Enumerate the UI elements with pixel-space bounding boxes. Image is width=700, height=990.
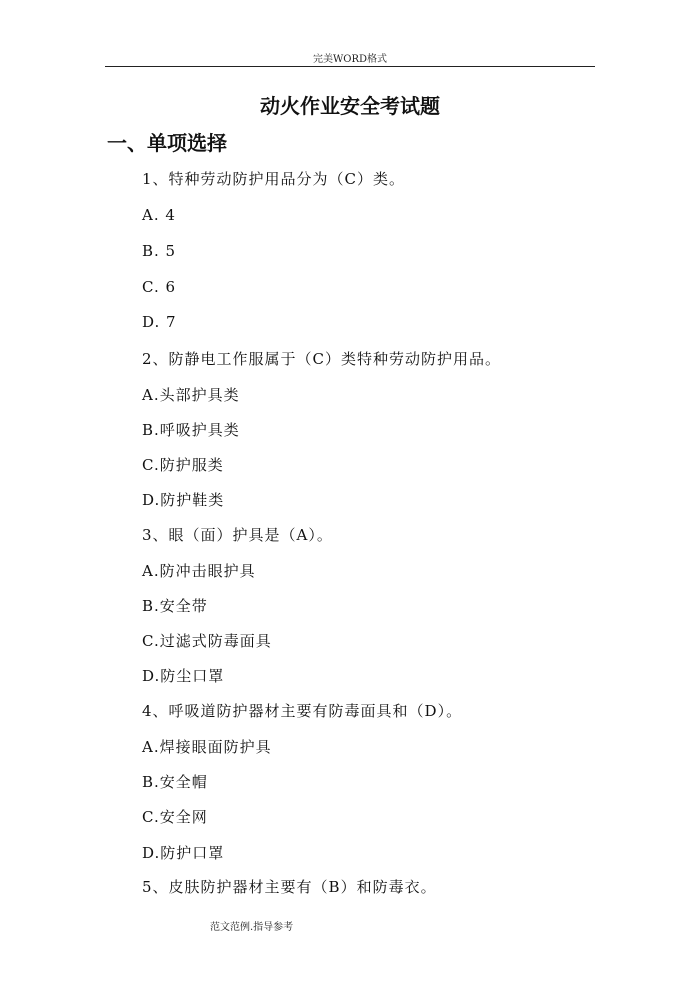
- page-footer: 范文范例.指导参考: [210, 922, 294, 933]
- q3-option-d: D.防尘口罩: [142, 667, 225, 685]
- question-5: 5、皮肤防护器材主要有（B）和防毒衣。: [142, 878, 437, 896]
- q4-option-a: A.焊接眼面防护具: [142, 738, 272, 756]
- q1-option-c: C. 6: [142, 278, 177, 296]
- page-header: 完美WORD格式: [312, 54, 388, 65]
- q3-option-c: C.过滤式防毒面具: [142, 632, 272, 650]
- q4-option-b: B.安全帽: [142, 773, 208, 791]
- q1-option-d: D. 7: [142, 313, 177, 331]
- question-1: 1、特种劳动防护用品分为（C）类。: [142, 170, 406, 188]
- q2-option-c: C.防护服类: [142, 456, 224, 474]
- header-divider: [105, 66, 595, 67]
- section-heading: 一、单项选择: [107, 131, 227, 155]
- q2-option-a: A.头部护具类: [142, 386, 240, 404]
- q2-option-d: D.防护鞋类: [142, 491, 225, 509]
- q4-option-d: D.防护口罩: [142, 844, 225, 862]
- question-3: 3、眼（面）护具是（A）。: [142, 526, 333, 544]
- document-title: 动火作业安全考试题: [260, 94, 440, 118]
- q3-option-b: B.安全带: [142, 597, 208, 615]
- question-4: 4、呼吸道防护器材主要有防毒面具和（D）。: [142, 702, 463, 720]
- q4-option-c: C.安全网: [142, 808, 208, 826]
- question-2: 2、防静电工作服属于（C）类特种劳动防护用品。: [142, 350, 502, 368]
- q2-option-b: B.呼吸护具类: [142, 421, 240, 439]
- q1-option-b: B. 5: [142, 242, 177, 260]
- q3-option-a: A.防冲击眼护具: [142, 562, 256, 580]
- q1-option-a: A. 4: [142, 206, 176, 224]
